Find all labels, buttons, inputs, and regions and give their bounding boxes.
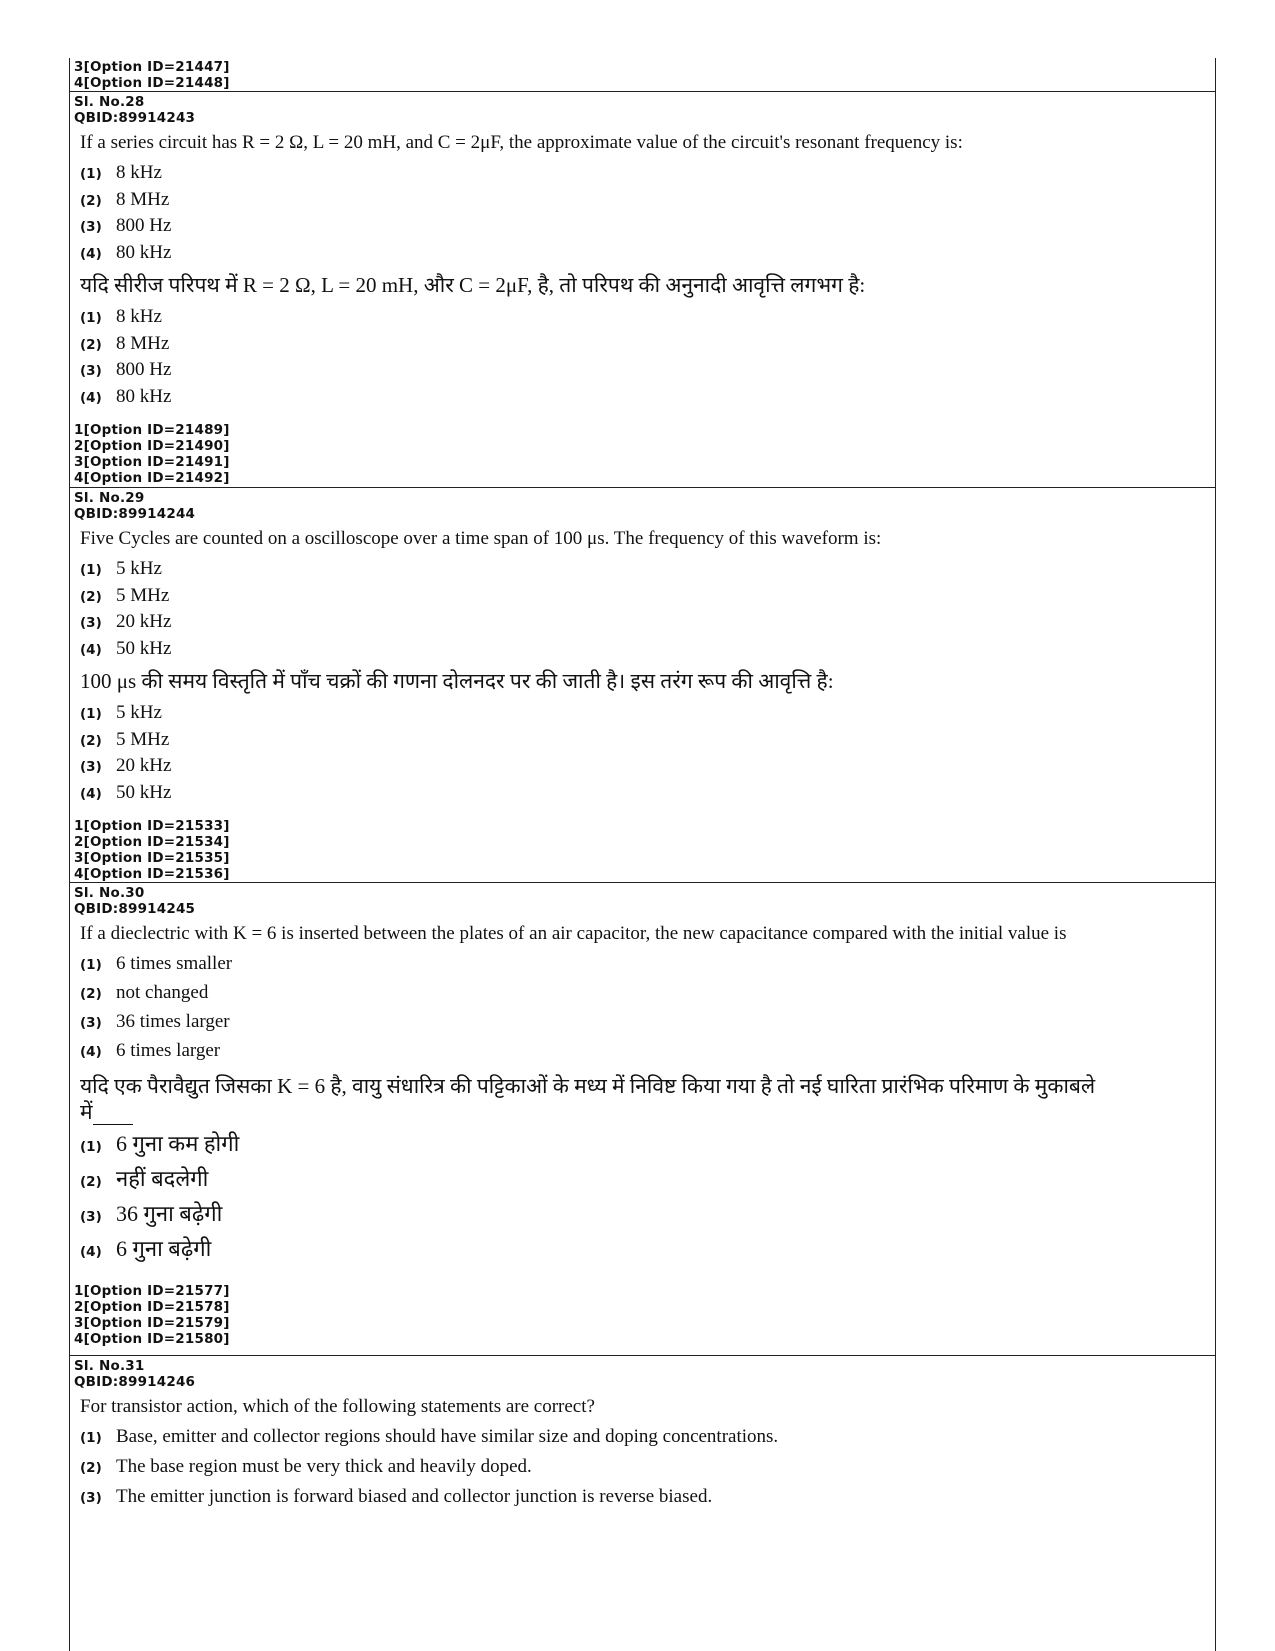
option-text: The base region must be very thick and heavily doped. [116, 1456, 532, 1477]
option-item [80, 1238, 1215, 1273]
option-number: (2) [80, 1460, 102, 1476]
option-text: Base, emitter and collector regions should have similar size and doping concentrations. [116, 1426, 779, 1447]
option-text: 36 गुना बढ़ेगी [116, 1201, 223, 1226]
option-number: (2) [80, 192, 102, 209]
option-id: 1[Option ID=21533] [74, 818, 230, 834]
option-item [80, 1486, 1215, 1516]
option-id: 3[Option ID=21535] [74, 850, 230, 866]
option-number: (2) [80, 336, 102, 353]
option-text: 50 kHz [116, 781, 172, 803]
option-id: 1[Option ID=21577] [74, 1283, 230, 1299]
prev-question-option-ids [70, 58, 1215, 91]
option-number: (2) [80, 588, 102, 605]
options-hi [74, 702, 1215, 808]
option-number: (1) [80, 1139, 102, 1155]
option-id: 4[Option ID=21536] [74, 866, 230, 882]
options-en [74, 1426, 1215, 1516]
option-item [80, 386, 1215, 413]
options-en [74, 162, 1215, 268]
option-number: (2) [80, 986, 102, 1002]
option-number: (1) [80, 1430, 102, 1446]
options-en [74, 953, 1215, 1069]
option-item [80, 1456, 1215, 1486]
option-item [80, 585, 1215, 612]
option-text: The emitter junction is forward biased and collector junction is reverse biased. [116, 1486, 713, 1507]
options-hi [74, 306, 1215, 412]
option-number: (2) [80, 732, 102, 749]
option-text: 8 MHz [116, 332, 170, 354]
option-item [80, 755, 1215, 782]
option-id: 4[Option ID=21448] [74, 75, 230, 91]
option-number: (4) [80, 245, 102, 262]
option-id: 3[Option ID=21491] [74, 454, 230, 470]
option-id: 3[Option ID=21447] [74, 59, 230, 75]
question-paper-frame [69, 58, 1216, 1651]
qbid: QBID:89914245 [74, 901, 196, 917]
question-block-28 [70, 91, 1215, 487]
option-number: (4) [80, 785, 102, 802]
serial-number: Sl. No.29 [74, 490, 145, 506]
option-item [80, 333, 1215, 360]
option-number: (4) [80, 389, 102, 406]
question-block-30 [70, 882, 1215, 1355]
option-text: 5 kHz [116, 702, 162, 723]
option-ids [74, 818, 1215, 882]
qbid: QBID:89914244 [74, 506, 196, 522]
option-id: 4[Option ID=21580] [74, 1331, 230, 1347]
serial-number: Sl. No.30 [74, 885, 145, 901]
option-text: 6 गुना कम होगी [116, 1131, 240, 1156]
serial-number: Sl. No.28 [74, 94, 145, 110]
qbid: QBID:89914243 [74, 110, 196, 126]
option-text: 8 MHz [116, 188, 170, 210]
option-number: (4) [80, 1044, 102, 1060]
option-text: 80 kHz [116, 241, 172, 263]
question-text-hi [80, 1073, 1110, 1125]
option-item [80, 359, 1215, 386]
option-item [80, 306, 1215, 333]
option-item [80, 242, 1215, 269]
serial-number: Sl. No.31 [74, 1358, 145, 1374]
question-text-en: For transistor action, which of the following statements are correct? [80, 1396, 595, 1417]
option-ids [74, 1283, 1215, 1347]
question-text-en: If a dieclectric with K = 6 is inserted between the plates of an air capacitor, the new capacitance compared with the initial value is [80, 923, 1067, 944]
option-text: 8 kHz [116, 306, 162, 327]
option-number: (3) [80, 1490, 102, 1506]
option-item [80, 953, 1215, 982]
option-number: (3) [80, 219, 102, 235]
option-item [80, 1011, 1215, 1040]
option-text: 50 kHz [116, 637, 172, 659]
option-text: नहीं बदलेगी [116, 1166, 209, 1191]
option-number: (2) [80, 1174, 102, 1190]
option-number: (4) [80, 1244, 102, 1260]
option-text: 6 times smaller [116, 953, 233, 974]
question-text-hi: 100 μs की समय विस्तृति में पाँच चक्रों की गणना दोलनदर पर की जाती है। इस तरंग रूप की आवृत्ति है: [80, 669, 834, 693]
option-item [80, 729, 1215, 756]
question-text-hi-content: यदि एक पैरावैद्युत जिसका K = 6 है, वायु संधारित्र की पट्टिकाओं के मध्य में निविष्ट किया गया है तो नई घारिता प्रारंभिक परिमाण के मुकाबले में [80, 1074, 1096, 1124]
option-item [80, 558, 1215, 585]
question-text-hi: यदि सीरीज परिपथ में R = 2 Ω, L = 20 mH, और C = 2μF, है, तो परिपथ की अनुनादी आवृत्ति लगभग है: [80, 273, 866, 297]
option-id: 1[Option ID=21489] [74, 422, 230, 438]
option-number: (3) [80, 1015, 102, 1031]
option-item [80, 638, 1215, 665]
option-item [80, 982, 1215, 1011]
option-number: (3) [80, 615, 102, 631]
option-number: (3) [80, 363, 102, 379]
option-number: (1) [80, 310, 102, 326]
option-item [80, 782, 1215, 809]
option-id: 2[Option ID=21490] [74, 438, 230, 454]
option-text: 36 times larger [116, 1011, 230, 1032]
option-id: 2[Option ID=21578] [74, 1299, 230, 1315]
question-block-29 [70, 487, 1215, 882]
option-item [80, 1168, 1215, 1203]
option-number: (1) [80, 562, 102, 578]
question-text-en: Five Cycles are counted on a oscilloscope over a time span of 100 μs. The frequency of this waveform is: [80, 528, 882, 549]
option-text: 5 kHz [116, 558, 162, 579]
option-text: 6 times larger [116, 1040, 221, 1061]
option-text: 800 Hz [116, 359, 172, 380]
option-number: (1) [80, 166, 102, 182]
option-text: 8 kHz [116, 162, 162, 183]
option-text: 20 kHz [116, 755, 172, 776]
option-item [80, 1133, 1215, 1168]
option-number: (1) [80, 706, 102, 722]
option-item [80, 1203, 1215, 1238]
option-text: 800 Hz [116, 215, 172, 236]
option-text: 6 गुना बढ़ेगी [116, 1236, 212, 1261]
option-text: not changed [116, 982, 209, 1003]
options-en [74, 558, 1215, 664]
option-number: (3) [80, 759, 102, 775]
option-number: (3) [80, 1209, 102, 1225]
option-number: (4) [80, 641, 102, 658]
option-item [80, 215, 1215, 242]
option-text: 5 MHz [116, 728, 170, 750]
option-text: 80 kHz [116, 385, 172, 407]
option-id: 4[Option ID=21492] [74, 470, 230, 486]
question-block-31 [70, 1355, 1215, 1516]
answer-blank [93, 1106, 133, 1125]
option-item [80, 1426, 1215, 1456]
qbid: QBID:89914246 [74, 1374, 196, 1390]
option-item [80, 162, 1215, 189]
option-id: 2[Option ID=21534] [74, 834, 230, 850]
options-hi [74, 1133, 1215, 1273]
option-text: 20 kHz [116, 611, 172, 632]
option-text: 5 MHz [116, 584, 170, 606]
option-ids [74, 422, 1215, 486]
option-number: (1) [80, 957, 102, 973]
question-text-en: If a series circuit has R = 2 Ω, L = 20 mH, and C = 2μF, the approximate value of the circuit's resonant frequency is: [80, 132, 963, 153]
option-item [80, 1040, 1215, 1069]
option-item [80, 702, 1215, 729]
option-id: 3[Option ID=21579] [74, 1315, 230, 1331]
option-item [80, 611, 1215, 638]
option-item [80, 189, 1215, 216]
